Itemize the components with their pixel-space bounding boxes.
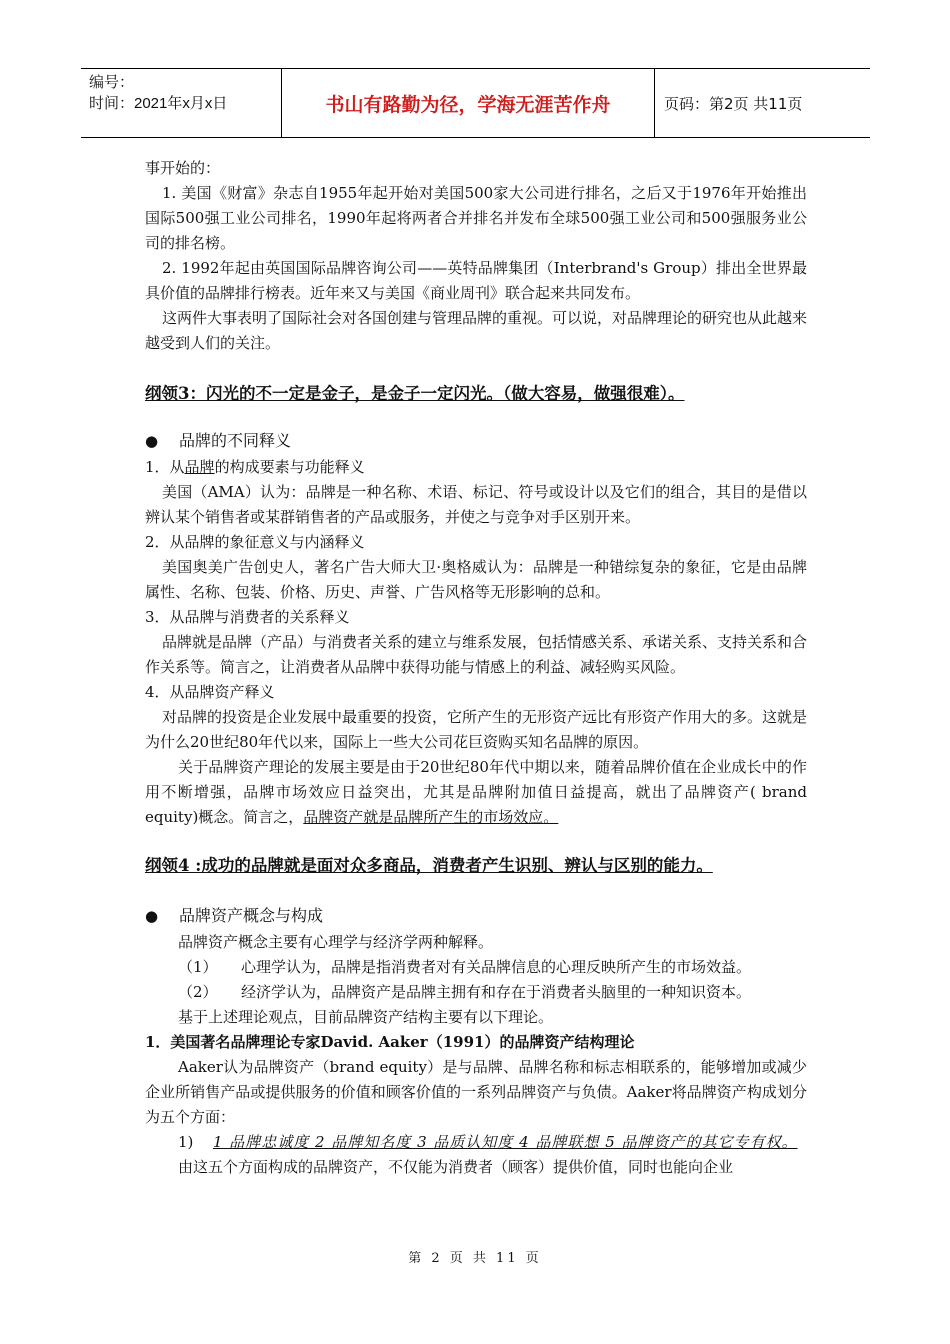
header-page-info: 页码：第2页 共11页 [664,94,803,113]
page-footer: 第 2 页 共 11 页 [408,1251,542,1266]
header-motto: 书山有路勤为径，学海无涯苦作舟 [282,69,655,137]
paragraph: 基于上述理论观点，目前品牌资产结构主要有以下理论。 [178,1008,554,1026]
bullet-text: 品牌资产概念与构成 [179,906,324,925]
paragraph: Aaker认为品牌资产（brand equity）是与品牌、品牌名称和标志相联系的，能够增加或减少企业所销售产品或提供服务的价值和顾客价值的一系列品牌资产与负债。Aaker将品牌资产构成划分为五个方面： [145,1058,807,1126]
paragraph: 1. 美国《财富》杂志自1955年起开始对美国500家大公司进行排名，之后又于1976年开始推出国际500强工业公司排名，1990年起将两者合并排名并发布全球500强工业公司和500强服务业公司的排名榜。 [145,184,807,252]
document-body [145,156,807,1180]
list-text: 1 品牌忠诚度 2 品牌知名度 3 品质认知度 4 品牌联想 5 品牌资产的其它专有权。 [212,1133,798,1151]
subheading: 3．从品牌与消费者的关系释义 [145,608,350,626]
subheading: 4．从品牌资产释义 [145,683,275,701]
paragraph: 品牌资产概念主要有心理学与经济学两种解释。 [178,933,494,951]
header-number: 编号： [89,74,135,91]
bullet-text: 品牌的不同释义 [179,431,292,450]
subheading: 2．从品牌的象征意义与内涵释义 [145,533,365,551]
section-heading: 纲领4 :成功的品牌就是面对众多商品，消费者产生识别、辨认与区别的能力。 [145,856,713,875]
paragraph: 美国奥美广告创史人，著名广告大师大卫·奥格威认为：品牌是一种错综复杂的象征，它是由品牌属性、名称、包装、价格、历史、声誉、广告风格等无形影响的总和。 [145,558,807,601]
underlined-term: 品牌 [184,458,215,476]
section-heading: 纲领3：闪光的不一定是金子，是金子一定闪光。（做大容易，做强很难）。 [145,384,685,403]
bullet-icon: ● [145,432,159,450]
bullet-icon: ● [145,907,159,925]
list-number: 1) [178,1133,194,1151]
list-item [145,980,807,1005]
paragraph: 美国（AMA）认为：品牌是一种名称、术语、标记、符号或设计以及它们的组合，其目的是借以辨认某个销售者或某群销售者的产品或服务，并使之与竞争对手区别开来。 [145,483,807,526]
list-item [145,955,807,980]
header-time: 时间：2021年x月x日 [89,95,228,112]
paragraph: 由这五个方面构成的品牌资产，不仅能为消费者（顾客）提供价值，同时也能向企业 [178,1158,734,1176]
paragraph: 关于品牌资产理论的发展主要是由于20世纪80年代中期以来，随着品牌价值在企业成长中的作用不断增强，品牌市场效应日益突出，尤其是品牌附加值日益提高，就出了品牌资产( brand equity)概念。简言之，品牌资产就是品牌所产生的市场效应。 [145,758,807,826]
paragraph: 这两件大事表明了国际社会对各国创建与管理品牌的重视。可以说，对品牌理论的研究也从此越来越受到人们的关注。 [145,309,808,352]
bullet-heading [145,427,807,455]
paragraph: 2. 1992年起由英国国际品牌咨询公司——英特品牌集团（Interbrand's Group）排出全世界最具价值的品牌排行榜表。近年来又与美国《商业周刊》联合起来共同发布。 [145,259,807,302]
paragraph: 对品牌的投资是企业发展中最重要的投资，它所产生的无形资产远比有形资产作用大的多。这就是为什么20世纪80年代以来，国际上一些大公司花巨资购买知名品牌的原因。 [145,708,808,751]
subheading: 1．从品牌的构成要素与功能释义 [145,458,365,476]
list-text: 心理学认为，品牌是指消费者对有关品牌信息的心理反映所产生的市场效益。 [241,958,752,976]
underlined-conclusion: 品牌资产就是品牌所产生的市场效应。 [303,808,559,826]
paragraph: 事开始的： [145,159,221,177]
bullet-heading [145,902,807,930]
subheading: 1．美国著名品牌理论专家David. Aaker（1991）的品牌资产结构理论 [145,1033,635,1051]
list-number: （1） [178,958,218,976]
list-number: （2） [178,983,218,1001]
paragraph: 品牌就是品牌（产品）与消费者关系的建立与维系发展，包括情感关系、承诺关系、支持关系和合作关系等。简言之，让消费者从品牌中获得功能与情感上的利益、减轻购买风险。 [145,633,808,676]
list-item [178,1130,807,1155]
page-header [81,68,870,138]
header-meta-cell [81,69,282,137]
list-text: 经济学认为，品牌资产是品牌主拥有和存在于消费者头脑里的一种知识资本。 [241,983,752,1001]
